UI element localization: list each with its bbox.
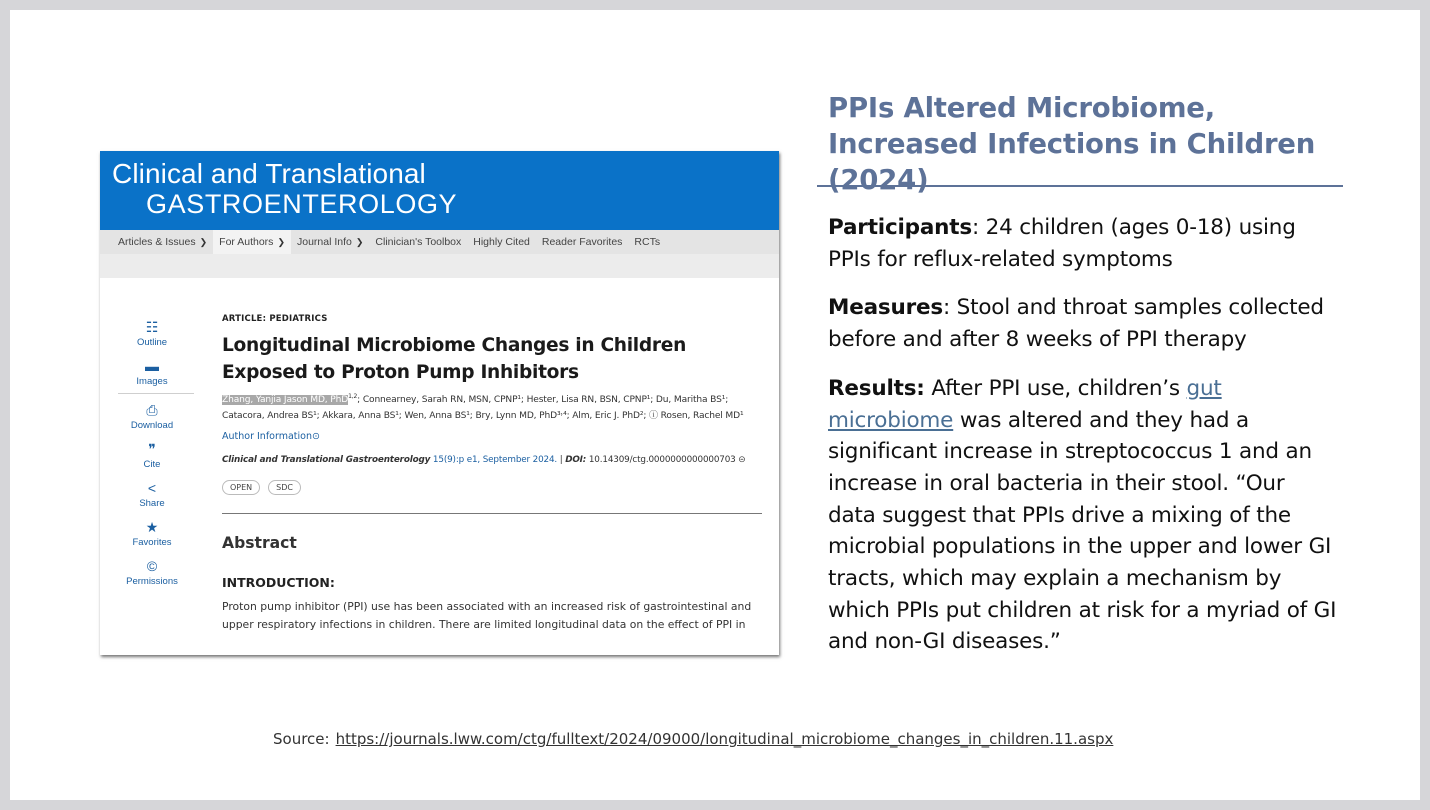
volume-link[interactable]: 15(9):p e1, September 2024. (432, 455, 558, 466)
source-line (273, 730, 1113, 748)
article-title: Longitudinal Microbiome Changes in Children Exposed to Proton Pump Inhibitors (222, 335, 687, 383)
open-access-badge: OPEN (222, 480, 260, 495)
nav-label: Reader Favorites (541, 236, 623, 248)
participants-paragraph (828, 212, 1338, 275)
participants-label: Participants (828, 215, 972, 240)
chevron-down-icon: ❯ (277, 236, 285, 247)
abstract-heading: Abstract (222, 534, 297, 553)
sidebar-label: Images (136, 376, 168, 387)
nav-label: For Authors (219, 236, 274, 248)
sidebar-images[interactable] (110, 358, 194, 387)
journal-nav (100, 230, 779, 254)
first-author[interactable]: Zhang, Yanjia Jason MD, PhD (222, 395, 349, 406)
results-intro: After PPI use, children’s (924, 375, 1187, 401)
sidebar-label: Favorites (132, 537, 172, 548)
nav-label: Clinician's Toolbox (375, 236, 462, 248)
results-text: was altered and they had a significant increase in streptococcus 1 and an increase in oral bacteria in their stool. “Our data suggest that PPIs drive a mixing of the microbial populations in the upper and lower GI tracts, which may explain a mechanism by which PPIs put children at risk for a myriad of GI and non-GI diseases.” (828, 407, 1337, 655)
first-author-affiliation: 1,2 (348, 393, 358, 400)
sidebar-permissions[interactable] (110, 558, 194, 587)
article-sidebar (110, 317, 194, 587)
sidebar-label: Permissions (126, 576, 178, 587)
chevron-down-icon: ❯ (355, 236, 364, 247)
author-information-link[interactable]: Author Information⊙ (222, 431, 320, 443)
doi-label: DOI: (565, 455, 587, 466)
sdc-badge[interactable]: SDC (268, 480, 301, 495)
slide-title: PPIs Altered Microbiome, Increased Infections in Children (2024) (828, 92, 1316, 196)
nav-for-authors[interactable] (213, 230, 291, 254)
sidebar-download[interactable] (110, 402, 194, 431)
introduction-heading: INTRODUCTION: (222, 575, 335, 591)
nav-articles-issues[interactable] (112, 230, 213, 254)
sub-nav-bar (100, 254, 779, 278)
nav-label: Highly Cited (473, 236, 530, 248)
citation-line: Clinical and Translational Gastroenterology 15(9):p e1, September 2024. | DOI: 10.14309/ctg.0000000000000703 ⊝ (222, 455, 746, 466)
nav-reader-favorites[interactable] (536, 230, 629, 254)
author-list (222, 389, 767, 424)
share-icon: < (147, 480, 157, 496)
article-content (222, 314, 767, 634)
nav-highly-cited[interactable] (467, 230, 536, 254)
sidebar-share[interactable] (110, 480, 194, 509)
results-paragraph (828, 373, 1338, 658)
journal-name-line1: Clinical and Translational (112, 158, 426, 189)
sidebar-label: Cite (143, 459, 161, 470)
source-link[interactable]: https://journals.lww.com/ctg/fulltext/2024/09000/longitudinal_microbiome_changes_in_children.11.aspx (335, 730, 1114, 748)
download-icon: ⎙ (146, 402, 158, 418)
gut-microbiome-link[interactable]: gut microbiome (828, 375, 1222, 433)
sidebar-divider (118, 393, 194, 394)
chevron-down-icon: ❯ (199, 236, 208, 247)
article-screenshot (100, 151, 779, 655)
badges (222, 480, 767, 495)
journal-title: Clinical and Translational Gastroenterology (222, 455, 431, 466)
introduction-text: Proton pump inhibitor (PPI) use has been associated with an increased risk of gastrointestinal and upper respiratory infections in children. There are limited longitudinal data on the effect of PPI in (222, 600, 752, 632)
nav-label: Articles & Issues (118, 236, 196, 248)
outline-icon: ☷ (145, 319, 159, 335)
sidebar-cite[interactable] (110, 441, 194, 470)
sidebar-label: Download (130, 420, 174, 431)
nav-rcts[interactable] (628, 230, 666, 254)
participants-text: : 24 children (ages 0-18) using PPIs for reflux-related symptoms (828, 215, 1296, 272)
sidebar-favorites[interactable] (110, 519, 194, 548)
star-icon: ★ (145, 519, 159, 535)
divider (222, 513, 762, 514)
nav-journal-info[interactable] (291, 230, 369, 254)
results-label: Results: (828, 375, 925, 401)
article-category: ARTICLE: PEDIATRICS (222, 314, 328, 324)
other-authors: ; Connearney, Sarah RN, MSN, CPNP¹; Hester, Lisa RN, BSN, CPNP¹; Du, Maritha BS¹; Catacora, Andrea BS¹; Akkara, Anna BS¹; Wen, Anna BS¹; Bry, Lynn MD, PhD³˒⁴; Alm, Eric J. PhD²; ⓘ Rosen, Rachel MD¹ (222, 395, 744, 421)
measures-label: Measures (828, 295, 943, 321)
source-label: Source: (273, 730, 330, 748)
copyright-icon: © (146, 558, 158, 574)
doi-value: 10.14309/ctg.0000000000000703 ⊝ (588, 455, 746, 466)
nav-label: Journal Info (296, 236, 352, 248)
sidebar-label: Share (139, 498, 165, 509)
nav-clinicians-toolbox[interactable] (369, 230, 467, 254)
quote-icon: ❞ (148, 441, 156, 457)
measures-text: : Stool and throat samples collected before and after 8 weeks of PPI therapy (828, 295, 1324, 353)
image-icon: ▬ (145, 358, 159, 374)
measures-paragraph (828, 292, 1338, 355)
nav-label: RCTs (634, 236, 661, 248)
journal-banner (100, 151, 779, 230)
title-underline (817, 185, 1343, 187)
journal-name-line2: GASTROENTEROLOGY (146, 189, 458, 219)
summary-text (828, 212, 1338, 675)
sidebar-label: Outline (136, 337, 168, 348)
sidebar-outline[interactable] (110, 319, 194, 348)
